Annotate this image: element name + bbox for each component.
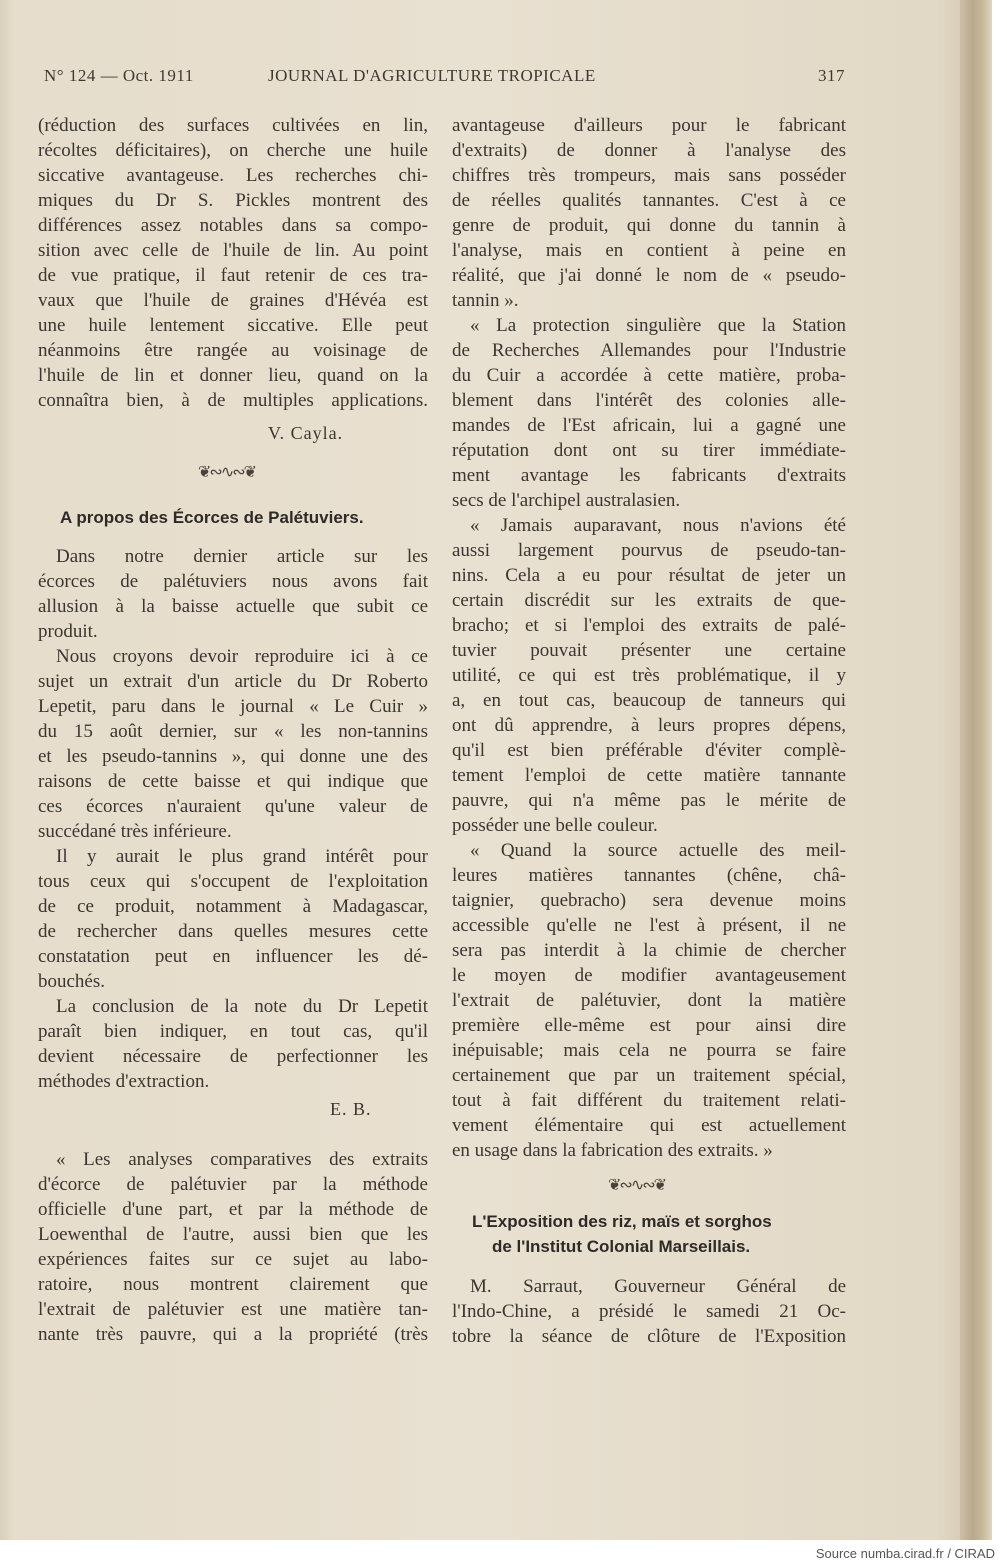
text-line: a, en tout cas, beaucoup de tanneurs qui bbox=[452, 690, 846, 711]
ornament-divider: ❦∾∿∾❦ bbox=[198, 464, 256, 481]
text-line: M. Sarraut, Gouverneur Général de bbox=[470, 1276, 846, 1297]
text-line: l'Indo-Chine, a présidé le samedi 21 Oc- bbox=[452, 1301, 846, 1322]
text-line: nante très pauvre, qui a la propriété (très bbox=[38, 1324, 428, 1345]
text-line: ratoire, nous montrent clairement que bbox=[38, 1274, 428, 1295]
text-line: avantageuse d'ailleurs pour le fabricant bbox=[452, 115, 846, 136]
text-line: réalité, que j'ai donné le nom de « pseudo- bbox=[452, 265, 846, 286]
text-line: Il y aurait le plus grand intérêt pour bbox=[56, 846, 428, 867]
text-line: en usage dans la fabrication des extraits. » bbox=[452, 1140, 773, 1161]
text-line: Lepetit, paru dans le journal « Le Cuir » bbox=[38, 696, 428, 717]
text-line: chiffres très trompeurs, mais sans posséder bbox=[452, 165, 846, 186]
text-line: officielle d'une part, et par la méthode de bbox=[38, 1199, 428, 1220]
text-line: réputation dont ont su tirer immédiate- bbox=[452, 440, 846, 461]
source-credit: Source numba.cirad.fr / CIRAD bbox=[815, 1546, 995, 1561]
text-line: différences assez notables dans sa compo- bbox=[38, 215, 428, 236]
text-line: sition avec celle de l'huile de lin. Au point bbox=[38, 240, 428, 261]
text-line: récoltes déficitaires), on cherche une huile bbox=[38, 140, 428, 161]
text-line: ont dû apprendre, à leurs propres dépens, bbox=[452, 715, 846, 736]
text-line: vement élémentaire qui est actuellement bbox=[452, 1115, 846, 1136]
text-line: première elle-même est pour ainsi dire bbox=[452, 1015, 846, 1036]
left-intro-text bbox=[38, 113, 428, 413]
text-line: pauvre, qui n'a même pas le mérite de bbox=[452, 790, 846, 811]
text-line: l'analyse, mais en contient à peine en bbox=[452, 240, 846, 261]
text-line: Nous croyons devoir reproduire ici à ce bbox=[56, 646, 428, 667]
text-line: du 15 août dernier, sur « les non-tannins bbox=[38, 721, 428, 742]
text-line: inépuisable; mais cela ne pourra se faire bbox=[452, 1040, 846, 1061]
text-line: connaîtra bien, à de multiples applications. bbox=[38, 390, 428, 411]
text-line: paraît bien indiquer, en tout cas, qu'il bbox=[38, 1021, 428, 1042]
text-line: allusion à la baisse actuelle que subit ce bbox=[38, 596, 428, 617]
text-line: aussi largement pourvus de pseudo-tan- bbox=[452, 540, 846, 561]
article-body-left bbox=[38, 544, 428, 1094]
text-line: expériences faites sur ce sujet au labo- bbox=[38, 1249, 428, 1270]
text-line: tous ceux qui s'occupent de l'exploitation bbox=[38, 871, 428, 892]
text-line: tement l'emploi de cette matière tannante bbox=[452, 765, 846, 786]
issue-number: N° 124 — Oct. 1911 bbox=[44, 66, 194, 85]
text-line: raisons de cette baisse et qui indique que bbox=[38, 771, 428, 792]
text-line: tannin ». bbox=[452, 290, 519, 311]
text-line: (réduction des surfaces cultivées en lin, bbox=[38, 115, 428, 136]
text-line: tuvier pouvait présenter une certaine bbox=[452, 640, 846, 661]
text-line: qu'il est bien préférable d'éviter complè- bbox=[452, 740, 846, 761]
text-line: l'huile de lin et donner lieu, quand on la bbox=[38, 365, 428, 386]
text-line: d'écorce de palétuvier par la méthode bbox=[38, 1174, 428, 1195]
text-line: sujet un extrait d'un article du Dr Roberto bbox=[38, 671, 428, 692]
text-line: blement dans l'intérêt des colonies alle- bbox=[452, 390, 846, 411]
page-number: 317 bbox=[818, 66, 845, 85]
text-line: le moyen de modifier avantageusement bbox=[452, 965, 846, 986]
text-line: tobre la séance de clôture de l'Exposition bbox=[452, 1326, 846, 1347]
ornament-divider-right: ❦∾∿∾❦ bbox=[608, 1177, 666, 1194]
text-line: produit. bbox=[38, 621, 98, 642]
text-line: utilité, ce qui est très problématique, il y bbox=[452, 665, 846, 686]
text-line: néanmoins être rangée au voisinage de bbox=[38, 340, 428, 361]
text-line: de ce produit, notamment à Madagascar, bbox=[38, 896, 428, 917]
text-line: siccative avantageuse. Les recherches chi- bbox=[38, 165, 428, 186]
article-heading-exposition-line2: de l'Institut Colonial Marseillais. bbox=[492, 1237, 751, 1256]
quote-start bbox=[38, 1147, 428, 1347]
text-line: devient nécessaire de perfectionner les bbox=[38, 1046, 428, 1067]
text-line: l'extrait de palétuvier, dont la matière bbox=[452, 990, 846, 1011]
text-line: genre de produit, qui donne du tannin à bbox=[452, 215, 846, 236]
text-line: « Les analyses comparatives des extraits bbox=[56, 1149, 428, 1170]
text-line: et les pseudo-tannins », qui donne une des bbox=[38, 746, 428, 767]
text-line: accessible qu'elle ne l'est à présent, il ne bbox=[452, 915, 846, 936]
text-line: ces écorces n'auraient qu'une valeur de bbox=[38, 796, 428, 817]
text-line: du Cuir a accordée à cette matière, proba- bbox=[452, 365, 846, 386]
text-line: une huile lentement siccative. Elle peut bbox=[38, 315, 428, 336]
text-line: d'extraits) de donner à l'analyse des bbox=[452, 140, 846, 161]
text-line: de rechercher dans quelles mesures cette bbox=[38, 921, 428, 942]
text-line: secs de l'archipel australasien. bbox=[452, 490, 681, 511]
text-line: bouchés. bbox=[38, 971, 106, 992]
article-exposition-text bbox=[452, 1274, 846, 1349]
page-edge bbox=[960, 0, 992, 1540]
text-line: tout à fait différent du traitement relati- bbox=[452, 1090, 846, 1111]
text-line: taignier, quebracho) sera devenue moins bbox=[452, 890, 846, 911]
text-line: ment avantage les fabricants d'extraits bbox=[452, 465, 846, 486]
signature-cayla: V. Cayla. bbox=[268, 423, 344, 443]
text-line: « La protection singulière que la Station bbox=[470, 315, 846, 336]
text-line: « Quand la source actuelle des meil- bbox=[470, 840, 846, 861]
text-line: certain discrédit sur les extraits de que- bbox=[452, 590, 846, 611]
text-line: écorces de palétuviers nous avons fait bbox=[38, 571, 428, 592]
text-line: leures matières tannantes (chêne, châ- bbox=[452, 865, 846, 886]
text-line: certainement que par un traitement spécial, bbox=[452, 1065, 846, 1086]
text-line: Dans notre dernier article sur les bbox=[56, 546, 428, 567]
journal-title: JOURNAL D'AGRICULTURE TROPICALE bbox=[268, 66, 596, 85]
text-line: « Jamais auparavant, nous n'avions été bbox=[470, 515, 846, 536]
text-line: de vue pratique, il faut retenir de ces tra- bbox=[38, 265, 428, 286]
article-body-right bbox=[452, 113, 846, 1163]
text-line: miques du Dr S. Pickles montrent des bbox=[38, 190, 428, 211]
text-line: l'extrait de palétuvier est une matière tan- bbox=[38, 1299, 428, 1320]
text-line: bracho; et si l'emploi des extraits de palé- bbox=[452, 615, 846, 636]
article-heading-exposition: L'Exposition des riz, maïs et sorghos bbox=[472, 1212, 772, 1231]
text-line: sera pas interdit à la chimie de chercher bbox=[452, 940, 846, 961]
signature-eb: E. B. bbox=[330, 1099, 372, 1119]
text-line: succédané très inférieure. bbox=[38, 821, 232, 842]
text-line: de réelles qualités tannantes. C'est à ce bbox=[452, 190, 846, 211]
text-line: de Recherches Allemandes pour l'Industrie bbox=[452, 340, 846, 361]
text-line: constatation peut en influencer les dé- bbox=[38, 946, 428, 967]
text-line: La conclusion de la note du Dr Lepetit bbox=[56, 996, 428, 1017]
text-line: mandes de l'Est africain, lui a gagné une bbox=[452, 415, 846, 436]
article-heading-paletuviers: A propos des Écorces de Palétuviers. bbox=[60, 508, 364, 527]
text-line: Loewenthal de l'autre, aussi bien que les bbox=[38, 1224, 428, 1245]
text-line: méthodes d'extraction. bbox=[38, 1071, 210, 1092]
text-line: nins. Cela a eu pour résultat de jeter un bbox=[452, 565, 846, 586]
text-line: vaux que l'huile de graines d'Hévéa est bbox=[38, 290, 428, 311]
text-line: posséder une belle couleur. bbox=[452, 815, 658, 836]
